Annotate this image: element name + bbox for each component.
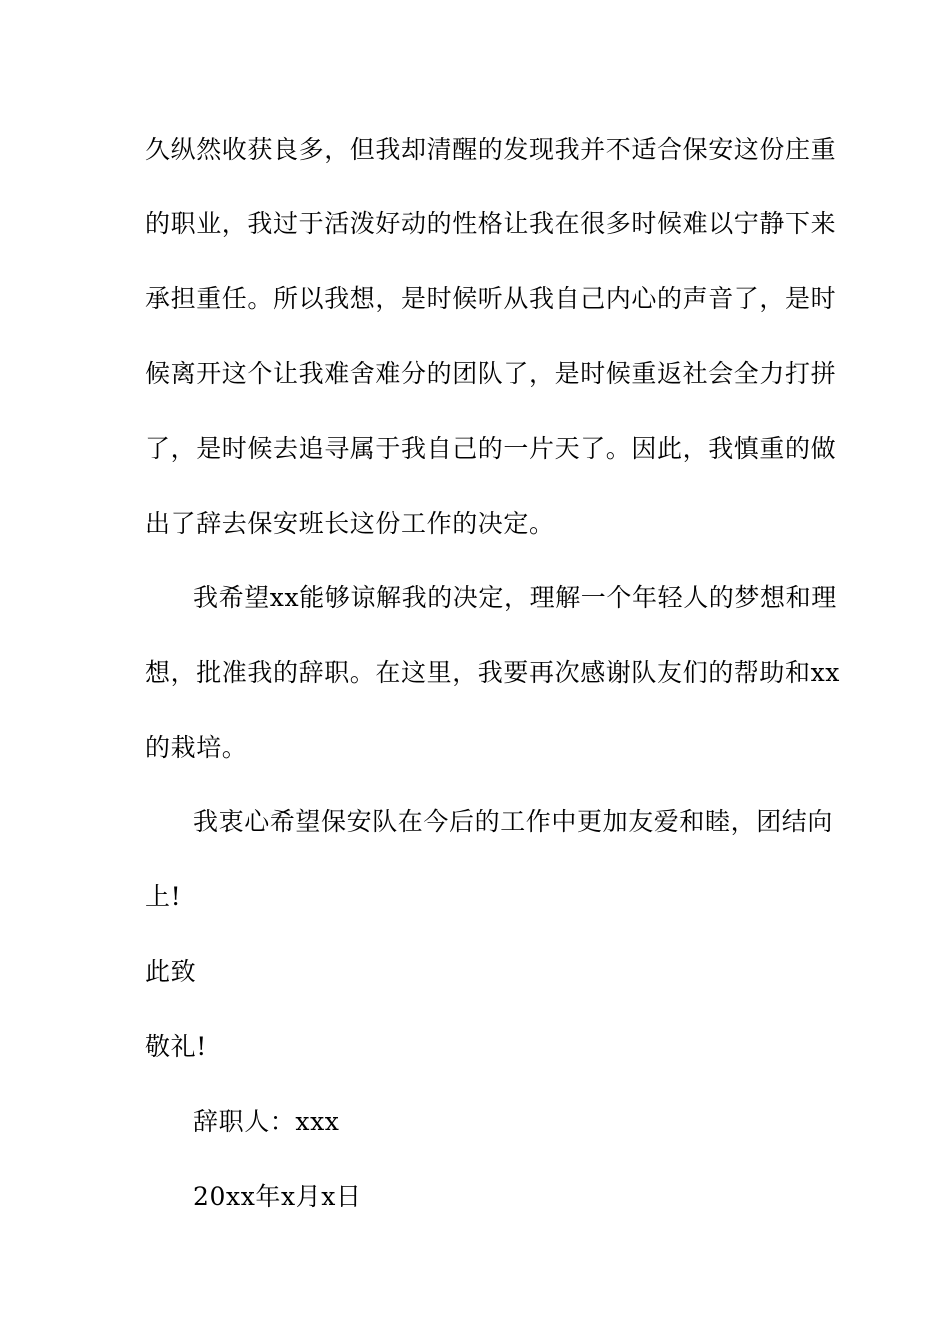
paragraph-line-8: 想，批准我的辞职。在这里，我要再次感谢队友们的帮助和xx [145,658,841,687]
closing-regards: 敬礼! [145,1032,207,1061]
paragraph-line-1: 久纵然收获良多，但我却清醒的发现我并不适合保安这份庄重 [145,135,837,164]
date-line: 20xx年x月x日 [193,1182,362,1211]
closing-salutation: 此致 [145,957,197,986]
paragraph-line-5: 了，是时候去追寻属于我自己的一片天了。因此，我慎重的做 [145,434,837,463]
paragraph-line-10: 我衷心希望保安队在今后的工作中更加友爱和睦，团结向 [193,807,834,836]
paragraph-line-2: 的职业，我过于活泼好动的性格让我在很多时候难以宁静下来 [145,209,837,238]
paragraph-line-3: 承担重任。所以我想，是时候听从我自己内心的声音了，是时 [145,284,837,313]
paragraph-line-4: 候离开这个让我难舍难分的团队了，是时候重返社会全力打拼 [145,359,837,388]
paragraph-line-7: 我希望xx能够谅解我的决定，理解一个年轻人的梦想和理 [193,583,837,612]
paragraph-line-6: 出了辞去保安班长这份工作的决定。 [145,509,555,538]
paragraph-line-11: 上! [145,882,182,911]
paragraph-line-9: 的栽培。 [145,733,248,762]
signature-line: 辞职人：xxx [193,1107,340,1136]
